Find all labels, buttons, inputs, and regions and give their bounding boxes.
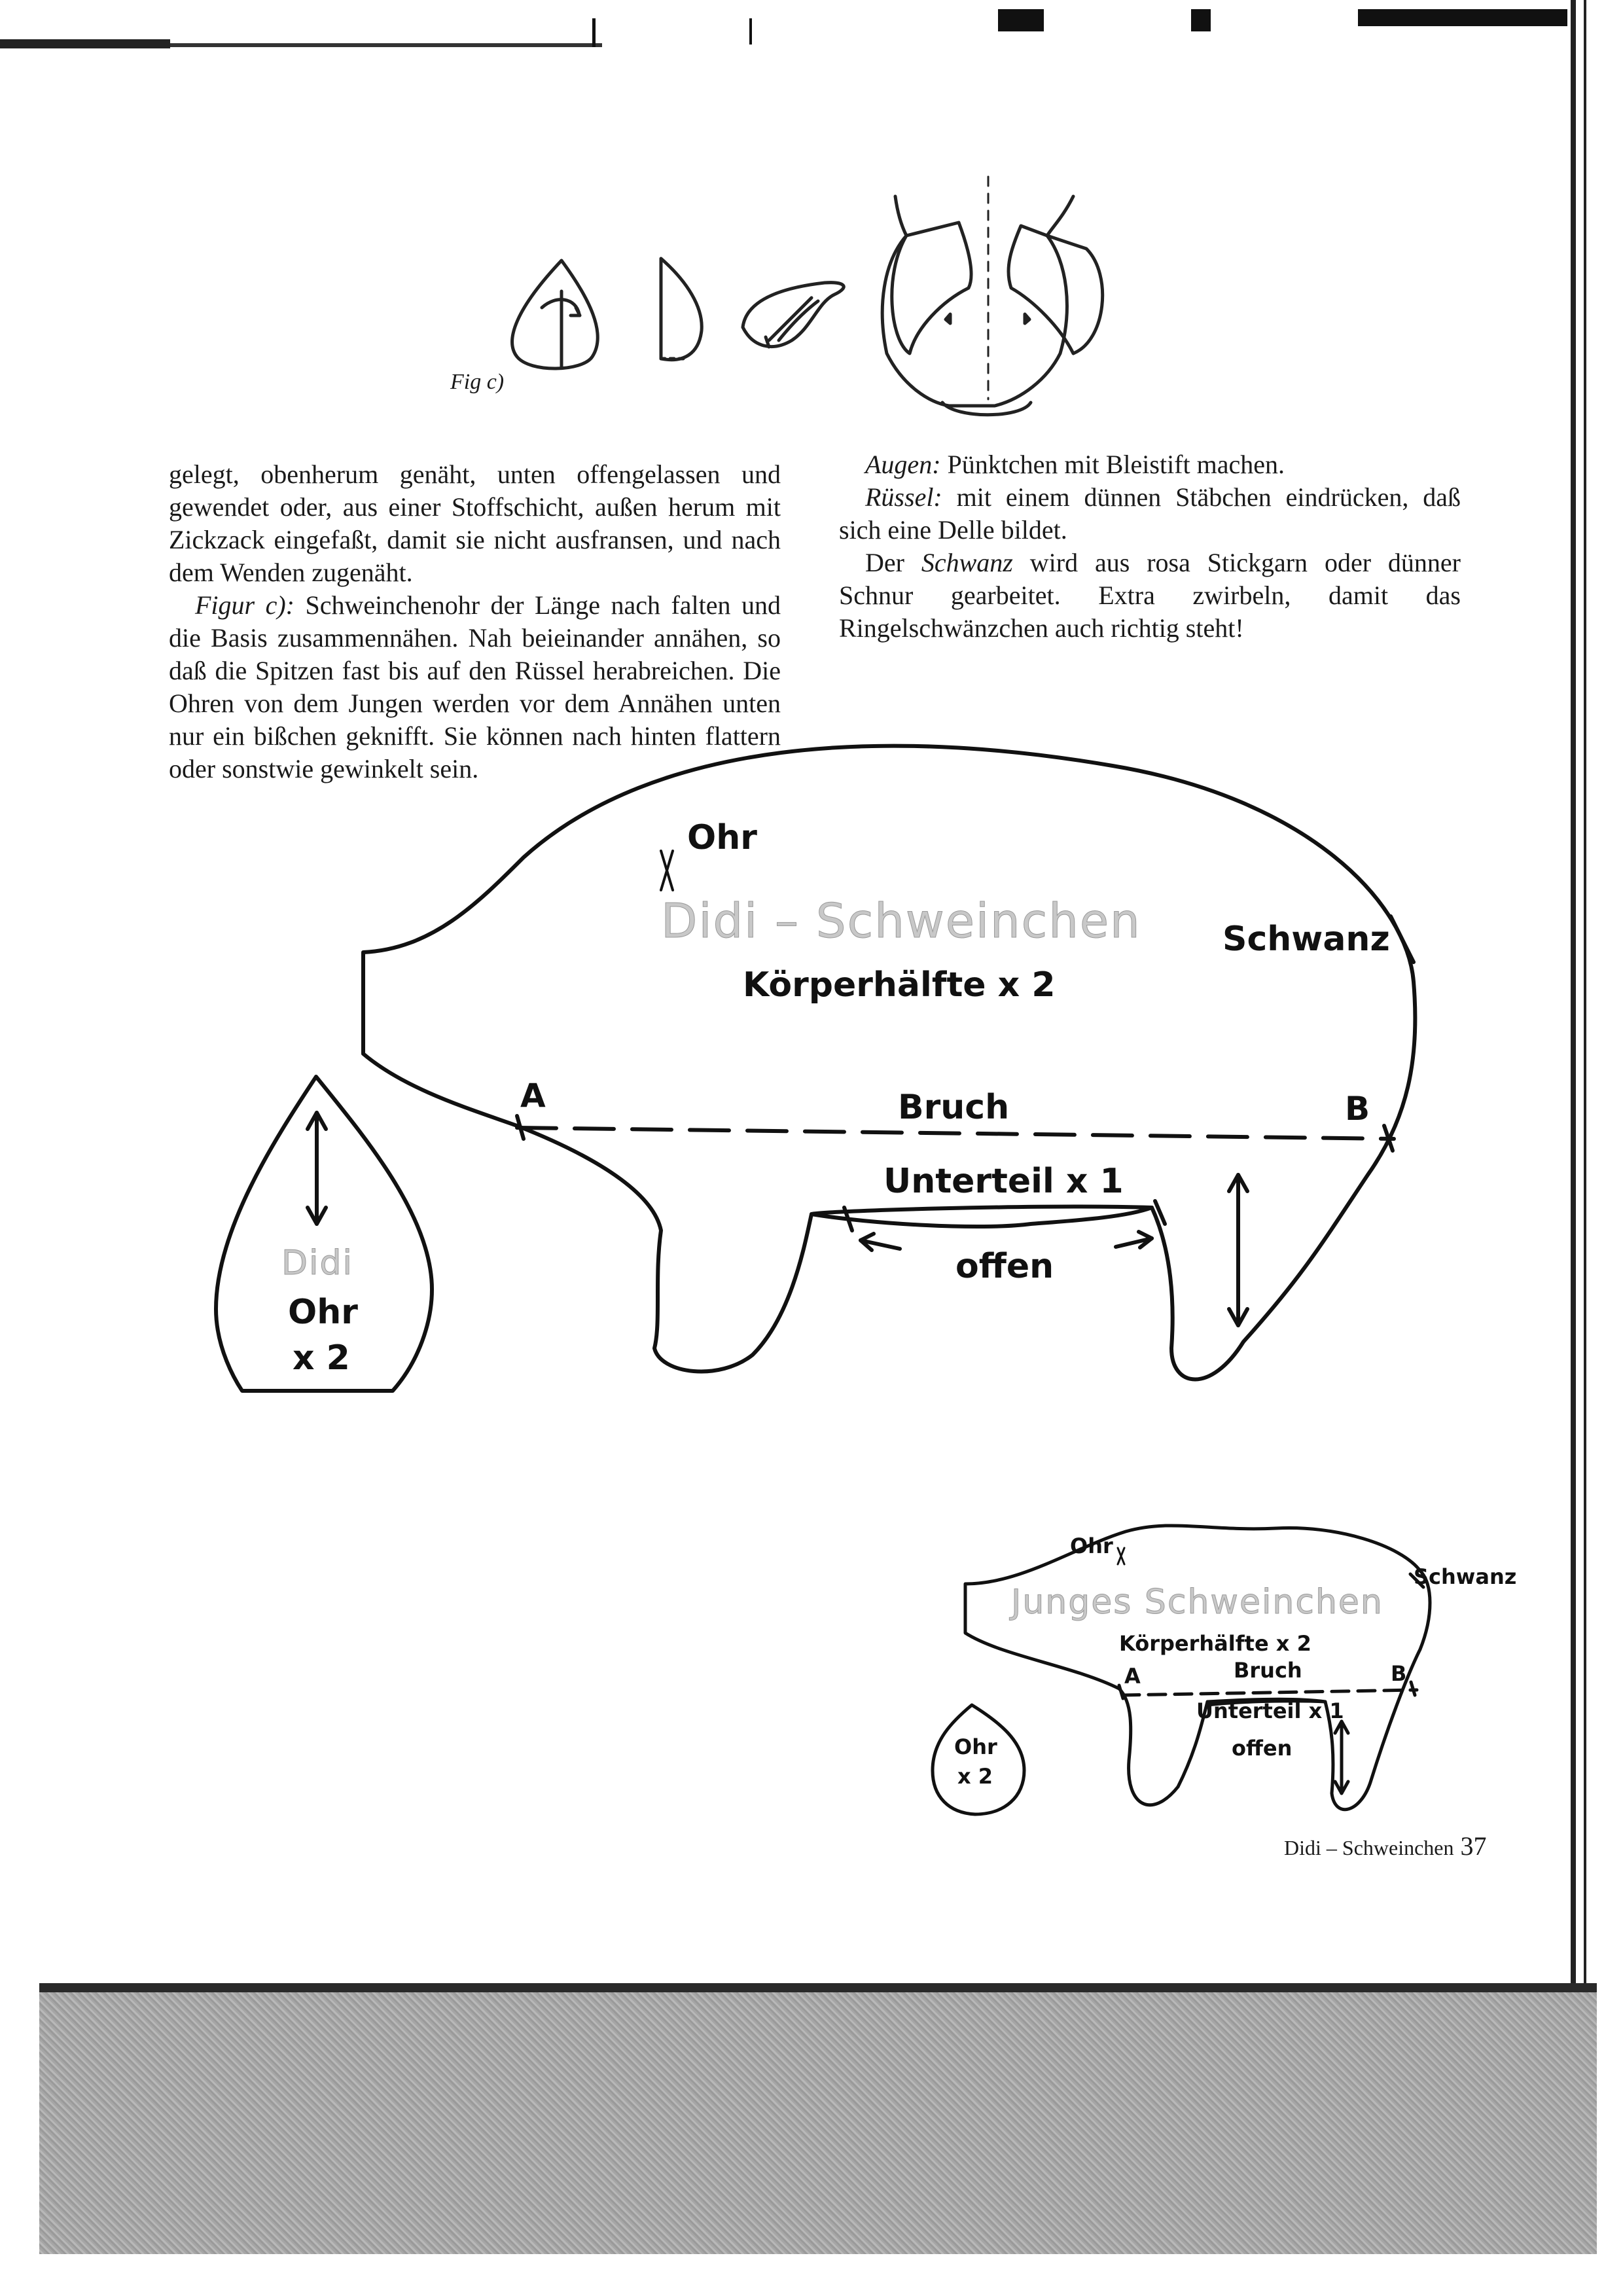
footer-title: Didi – Schweinchen (1284, 1836, 1454, 1859)
figur-c-label: Figur c): (195, 590, 294, 620)
small-ohr-label: Ohr (1070, 1534, 1113, 1558)
pig-head-drawing (882, 177, 1102, 415)
large-opening-label: offen (955, 1247, 1054, 1286)
right-paragraph-3: Der Schwanz wird aus rosa Stickgarn oder dünner Schnur gearbeitet. Extra zwirbeln, damit das Ringelschwänzchen auch richtig steht! (839, 548, 1461, 643)
small-ear-count: x 2 (957, 1764, 993, 1789)
small-ear-outline (933, 1705, 1024, 1814)
large-schwanz-label: Schwanz (1222, 920, 1390, 959)
left-paragraph-2: Figur c): Schweinchenohr der Länge nach falten und die Basis zusammennähen. Nah beieinander annähen, so daß die Spitzen fast bis auf den Rüssel herabreichen. Die Ohren von dem Jungen werden vor dem Annähen unten nur ein bißchen geknifft. Sie können nach hinten flattern oder sonstwie gewinkelt sein. (169, 590, 781, 783)
page-number: 37 (1460, 1831, 1487, 1861)
small-point-b: B (1391, 1661, 1407, 1686)
large-body-outline (363, 746, 1415, 1380)
small-opening-label: offen (1232, 1736, 1293, 1761)
small-point-a: A (1124, 1664, 1141, 1689)
right-paragraph-1: Augen: Pünktchen mit Bleistift machen. (865, 450, 1285, 479)
scan-bottom-band (39, 1983, 1597, 2254)
large-ear-count: x 2 (293, 1338, 350, 1378)
small-body-label: Körperhälfte x 2 (1119, 1631, 1311, 1656)
figure-caption: Fig c) (450, 370, 505, 394)
small-schwanz-label: Schwanz (1414, 1564, 1517, 1589)
left-paragraph-1: gelegt, obenherum genäht, unten offengelassen und gewendet oder, aus einer Stoffschicht, außen herum mit Zickzack eingefaßt, damit sie nicht ausfransen, und nach dem Wenden zugenäht. (169, 459, 781, 587)
large-pig-title: Didi – Schweinchen (661, 893, 1141, 948)
figure-c (0, 0, 1623, 458)
small-pig-title: Junges Schweinchen (1011, 1583, 1383, 1622)
large-ohr-label: Ohr (687, 818, 757, 857)
small-fold-label: Bruch (1234, 1658, 1302, 1683)
large-point-b: B (1345, 1090, 1370, 1128)
large-underside-label: Unterteil x 1 (883, 1162, 1124, 1201)
right-paragraph-2: Rüssel: mit einem dünnen Stäbchen eindrücken, daß sich eine Delle bildet. (839, 482, 1461, 545)
large-body-label: Körperhälfte x 2 (743, 965, 1056, 1005)
page-footer (1284, 1831, 1487, 1861)
large-pig-pattern (0, 720, 1623, 1440)
large-fold-label: Bruch (898, 1088, 1010, 1127)
large-ear-title: Didi (281, 1244, 353, 1283)
small-ear-name: Ohr (954, 1734, 997, 1759)
large-point-a: A (520, 1077, 546, 1115)
ear-half-drawing (661, 259, 702, 360)
large-ear-name: Ohr (288, 1293, 358, 1332)
folded-ear-drawing (512, 260, 598, 368)
curled-ear-drawing (743, 283, 844, 347)
small-underside-label: Unterteil x 1 (1196, 1698, 1344, 1723)
right-text-column (839, 448, 1461, 645)
small-body-outline (965, 1526, 1430, 1810)
small-pig-pattern (0, 1505, 1623, 1833)
